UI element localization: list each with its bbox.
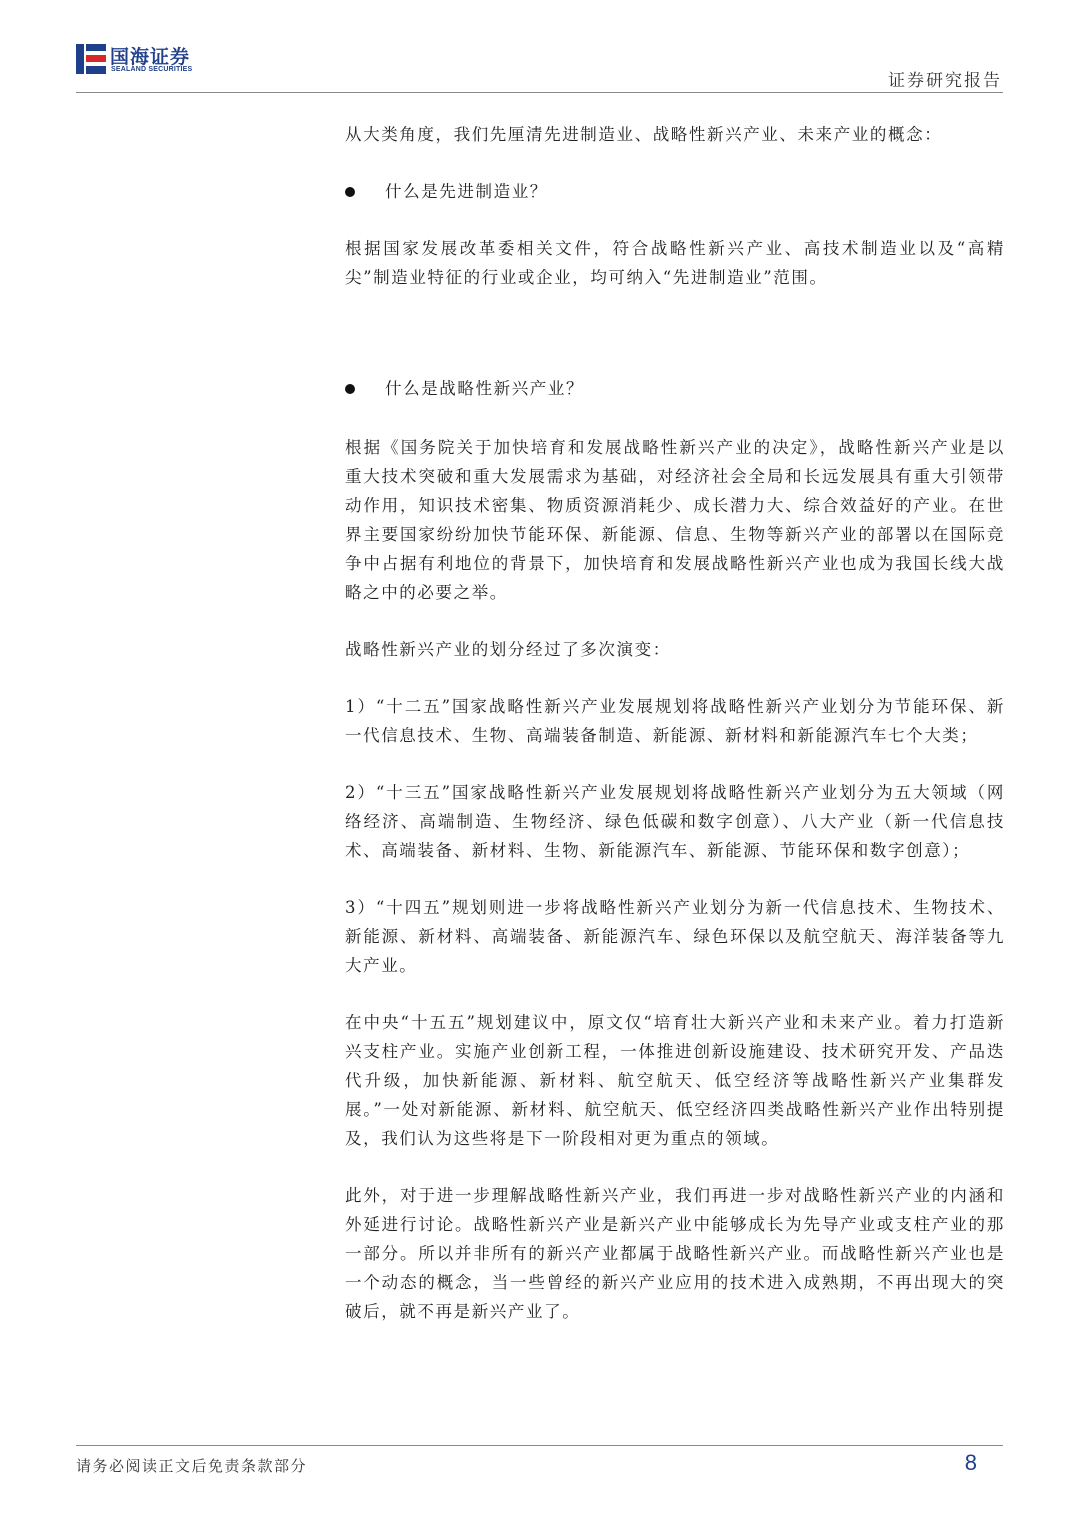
sealand-logo-icon — [76, 42, 106, 76]
strategic-emerging-paragraph: 根据《国务院关于加快培育和发展战略性新兴产业的决定》，战略性新兴产业是以重大技术突破和重大发展需求为基础，对经济社会全局和长远发展具有重大引领带动作用，知识技术密集、物质资源消耗少、成长潜力大、综合效益好的产业。在世界主要国家纷纷加快节能环保、新能源、信息、生物等新兴产业的部署以在国际竞争中占据有利地位的背景下，加快培育和发展战略性新兴产业也成为我国长线大战略之中的必要之举。 — [345, 438, 1005, 602]
bullet-strategic-emerging — [345, 374, 1005, 403]
logo-chinese-name: 国海证券 — [110, 46, 191, 68]
bullet-advanced-manufacturing — [345, 177, 1005, 206]
advanced-manufacturing-paragraph: 根据国家发展改革委相关文件，符合战略性新兴产业、高技术制造业以及“高精尖”制造业特征的行业或企业，均可纳入“先进制造业”范围。 — [345, 239, 1005, 287]
page-header — [0, 0, 1080, 95]
report-type-label: 证券研究报告 — [888, 71, 1002, 91]
header-divider — [76, 92, 1003, 93]
evolution-item-12th: 1）“十二五”国家战略性新兴产业发展规划将战略性新兴产业划分为节能环保、新一代信息技术、生物、高端装备制造、新能源、新材料和新能源汽车七个大类； — [345, 697, 1005, 745]
bullet-heading: 什么是战略性新兴产业？ — [385, 379, 585, 398]
disclaimer-note: 请务必阅读正文后免责条款部分 — [76, 1457, 308, 1475]
document-body — [345, 120, 1005, 1326]
evolution-item-14th: 3）“十四五”规划则进一步将战略性新兴产业划分为新一代信息技术、生物技术、新能源、新材料、高端装备、新能源汽车、绿色环保以及航空航天、海洋装备等九大产业。 — [345, 898, 1005, 975]
logo-english-name: SEALAND SECURITIES — [111, 66, 193, 73]
closing-paragraph: 此外，对于进一步理解战略性新兴产业，我们再进一步对战略性新兴产业的内涵和外延进行讨论。战略性新兴产业是新兴产业中能够成长为先导产业或支柱产业的那一部分。所以并非所有的新兴产业都属于战略性新兴产业。而战略性新兴产业也是一个动态的概念，当一些曾经的新兴产业应用的技术进入成熟期，不再出现大的突破后，就不再是新兴产业了。 — [345, 1186, 1005, 1321]
evolution-intro: 战略性新兴产业的划分经过了多次演变： — [345, 640, 671, 659]
footer-divider — [76, 1445, 1003, 1446]
fifteenth-plan-paragraph: 在中央“十五五”规划建议中，原文仅“培育壮大新兴产业和未来产业。着力打造新兴支柱产业。实施产业创新工程，一体推进创新设施建设、技术研究开发、产品迭代升级，加快新能源、新材料、航空航天、低空经济等战略性新兴产业集群发展。”一处对新能源、新材料、航空航天、低空经济四类战略性新兴产业作出特别提及，我们认为这些将是下一阶段相对更为重点的领域。 — [345, 1013, 1005, 1148]
bullet-heading: 什么是先进制造业？ — [385, 182, 548, 201]
intro-paragraph: 从大类角度，我们先厘清先进制造业、战略性新兴产业、未来产业的概念： — [345, 125, 943, 144]
company-logo — [76, 42, 196, 78]
bullet-dot-icon — [345, 384, 355, 394]
page-number: 8 — [964, 1450, 977, 1475]
evolution-item-13th: 2）“十三五”国家战略性新兴产业发展规划将战略性新兴产业划分为五大领域（网络经济、高端制造、生物经济、绿色低碳和数字创意）、八大产业（新一代信息技术、高端装备、新材料、生物、新能源汽车、新能源、节能环保和数字创意）； — [345, 783, 1005, 860]
bullet-dot-icon — [345, 187, 355, 197]
